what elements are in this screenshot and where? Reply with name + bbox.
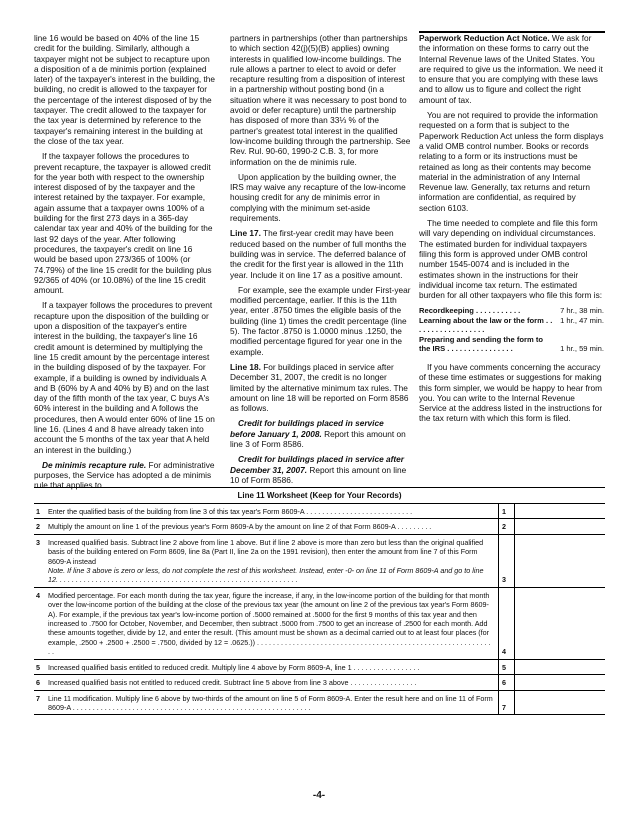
burden-time: 1 hr., 47 min. [560,315,604,325]
line-box-label: 4 [498,588,514,659]
subheading: Credit for buildings placed in service after December 31, 2007. [230,454,404,475]
line-text: Modified percentage. For each month during the tax year, figure the increase, if any, in the low-income portion of the building for that month over the low-income portion of the building at the close of the previous tax year (the amount on line 2 of the previous tax year's Form 8609-A). For example, if the previous tax year's low-income portion of .5000 remained at .5000 for the first 9 months of this tax year and then increased to .7500 for October, November, and December, then subtract .5000 from .7500 to get an increase of .2500 for each month. Add these amounts together, divide by 12, and enter the result. (This amount must be shown as a decimal carried out to at least four places (for example, .2500 + .2500 + .2500 = .7500, divided by 12 = .0625.)) . . . . . . . . . . . . . . . . . . . . . . . . . . . . . . . . . . . . . . . . . . . . . . . . . . . . . . . . . . . . . [48,590,491,657]
paragraph-text: For buildings placed in service after December 31, 2007, the credit is no longer limited by the alternative minimum tax rules. The amount on line 18 will be reported on Form 8586 as follows. [230,361,409,414]
burden-row [419,316,604,335]
line-number: 6 [36,678,40,688]
line-text-cell [48,660,498,674]
line-number: 1 [36,507,40,516]
worksheet-row [34,519,605,534]
paragraph: Upon application by the building owner, the IRS may waive any recapture of the low-income housing credit for any de minimis error in complying with the minimum set-aside requirements. [230,171,406,224]
worksheet-title: Line 11 Worksheet (Keep for Your Records) [34,487,605,504]
line-text-cell [48,691,498,715]
line-number: 2 [36,522,40,532]
line-box-label: 6 [498,675,514,689]
paragraph [419,33,604,105]
burden-time: 7 hr., 38 min. [560,306,604,316]
line-text-cell [48,675,498,689]
paragraph: For example, see the example under First-year modified percentage, earlier. If this is the 11th year, enter .8750 times the eligible basis of the building (line 1) times the credit percentage (line 5). The factor .8750 is 1.0000 minus .1250, the modified percentage figured for year one in the example. [230,284,411,357]
column-1 [34,33,215,496]
line-text-cell [48,588,498,659]
line-box-label: 2 [498,519,514,533]
paragraph-text: We ask for the information on these forms to carry out the Internal Revenue laws of the United States. You are required to give us the information. We need it to ensure that you are complying with these laws and to allow us to figure and collect the right amount of tax. [419,33,603,105]
line-text: Line 11 modification. Multiply line 6 above by two-thirds of the amount on line 5 of Form 8609-A. Enter the result here and on line 11 of Form 8609-A . . . . . . . . . . . . . . . . . . . . . . . . . . . . . . . . . . . . . . . . . . . . . . . . . . . . . . . . . . . . [48,693,493,712]
line-note: Note. If line 3 above is zero or less, do not complete the rest of this worksheet. Instead, enter -0- on line 11 of Form 8609-A and go to line 12. . . . . . . . . . . . . . . . . . . . . . . . . . . . . . . . . . . . . . . . . . . . . . . . . . . . . . . . . . . . . [48,566,484,585]
amount-field[interactable] [514,691,605,715]
line-number: 5 [36,662,40,672]
column-3 [419,33,604,429]
paragraph: You are not required to provide the information requested on a form that is subject to the Paperwork Reduction Act unless the form displays a valid OMB control number. Books or records relating to a form or its instructions must be retained as long as their contents may become material in the administration of any Internal Revenue law. Generally, tax returns and return information are confidential, as required by section 6103. [419,110,604,213]
burden-row [419,335,604,354]
amount-field[interactable] [514,519,605,533]
line-box-label: 1 [498,504,514,518]
paragraph [230,362,411,413]
burden-table [419,306,604,354]
worksheet-row [34,535,605,588]
amount-field[interactable] [514,504,605,518]
paragraph: line 16 would be based on 40% of the line 15 credit for the building. Similarly, although a taxpayer might not be subject to recapture upon a disposition of a de minimis portion (explained later) of the taxpayer's interest in the building, the building, no credit is allowed to the taxpayer for the percentage of the interest disposed of by the taxpayer. The credit allowed to the taxpayer for the tax year is determined by reference to the taxpayer's remaining interest in the building at the close of the tax year. [34,33,215,146]
paperwork-heading: Paperwork Reduction Act Notice. [419,33,550,43]
line-box-label: 5 [498,660,514,674]
worksheet-rows [34,504,605,715]
burden-label: Recordkeeping . . . . . . . . . . . [419,306,521,316]
worksheet-row [34,660,605,675]
line-18-heading: Line 18. [230,361,261,372]
page-number: -4- [312,790,326,801]
line-text: Increased qualified basis not entitled to reduced credit. Subtract line 5 above from line 3 above . . . . . . . . . . . . . . . . . [48,678,417,688]
line-number: 4 [36,590,40,600]
burden-time: 1 hr., 59 min. [560,344,604,354]
worksheet-row [34,504,605,519]
line-box-label: 7 [498,691,514,715]
column-2 [230,33,411,490]
paragraph: If you have comments concerning the accuracy of these time estimates or suggestions for making this form simpler, we would be happy to hear from you. You can write to the Internal Revenue Service at the address listed in the instructions for the tax return with which this form is filed. [419,361,603,424]
burden-label: Learning about the law or the form . . . . . . . . . . . . . . . . . . [419,315,553,335]
line-11-worksheet [34,487,605,715]
paragraph-text: Report this amount on line 3 of Form 8586. [230,428,406,449]
paragraph: If the taxpayer follows the procedures to prevent recapture, the taxpayer is allowed credit for the year both with respect to the ownership interest disposed of by the taxpayer and the interest retained by the taxpayer. For example, again assume that a taxpayer owns 100% of a building for the first 273 days in a 365-day calendar tax year and 40% of the building for the last 92 days of the year. After following procedures, the taxpayer's credit on line 16 would be based upon 273/365 of 100% (or 74.79%) of the line 15 credit for the building plus 92/365 of 40% (or 10.08%) of the line 15 credit amount. [34,151,213,296]
line-text: Increased qualified basis entitled to reduced credit. Multiply line 4 above by Form 8609-A, line 1 . . . . . . . . . . . . . . . . . [48,662,420,672]
worksheet-row [34,588,605,660]
line-box-label: 3 [498,535,514,587]
paragraph-text: For administrative purposes, the Service has adopted a de minimis rule that applies to [34,459,215,491]
line-text-cell [48,519,498,533]
amount-field[interactable] [514,675,605,689]
paragraph: partners in partnerships (other than partnerships to which section 42(j)(5)(B) applies) owning interests in qualified low-income buildings. The rule allows a partner to elect to avoid or defer recapture resulting from a disposition of interest in a partnership without posting bond (in a situation where it was necessary to post bond to avoid or defer recapture) until the partnership has disposed of more than 33⅓ % of the partner's greatest total interest in the qualified low-income building through the partnership. See Rev. Rul. 90-60, 1990-2 C.B. 3, for more information on the de minimis rule. [230,33,411,167]
amount-field[interactable] [514,588,605,659]
line-17-heading: Line 17. [230,228,261,239]
line-text: Enter the qualified basis of the building from line 3 of this tax year's Form 8609-A . . . . . . . . . . . . . . . . . . . . . . . . . . . [48,507,413,516]
line-number: 7 [36,693,40,703]
line-text: Multiply the amount on line 1 of the previous year's Form 8609-A by the amount on line 2 of that Form 8609-A . . . . . . . . . [48,522,432,532]
line-text: Increased qualified basis. Subtract line 2 above from line 1 above. But if line 2 above is more than zero but less than the original qualified basis of the building entered on Form 8609, line 8a (Part II, line 2a on the 1991 revision), then enter the amount from line 7 of this Form 8609-A instead [48,537,484,566]
subheading: Credit for buildings placed in service before January 1, 2008. [230,418,384,439]
paragraph [230,454,411,485]
amount-field[interactable] [514,660,605,674]
paragraph [230,418,411,449]
amount-field[interactable] [514,535,605,587]
paragraph-text: The first-year credit may have been reduced based on the number of full months the building was in service. The deferred balance of the credit for the first year is allowed in the 11th year. Include it on line 17 as a positive amount. [230,228,407,280]
de-minimis-heading: De minimis recapture rule. [42,459,147,470]
worksheet-row [34,691,605,716]
burden-label: Preparing and sending the form to the IRS . . . . . . . . . . . . . . . . [419,334,544,354]
burden-row [419,306,604,316]
paragraph: The time needed to complete and file this form will vary depending on individual circumstances. The estimated burden for individual taxpayers filing this form is approved under OMB control number 1545-0074 and is included in the estimates shown in the instructions for their individual income tax return. The estimated burden for all other taxpayers who file this form is: [419,218,603,301]
line-text-cell [48,504,498,518]
worksheet-row [34,675,605,690]
line-number: 3 [36,537,40,547]
line-text-cell [48,535,498,587]
paragraph [230,228,411,279]
paragraph: If a taxpayer follows the procedures to prevent recapture upon the disposition of the building or upon a disposition of the taxpayer's entire interest in the building, the taxpayer's line 16 credit amount is determined by multiplying the line 15 credit amount by the percentage interest in the building disposed of by the taxpayer. For example, if a building is owned by individuals A and B (60% by A and 40% by B) and on the last day of the fifth month of the tax year, C buys A's 60% interest in the building and A follows the procedures, then A would enter 60% of line 15 on line 16. (Lines 4 and 8 have already taken into account the 5 months of the tax year that A held an interest in the building.) [34,300,215,455]
paragraph-text: Report this amount on line 10 of Form 8586. [230,464,407,485]
